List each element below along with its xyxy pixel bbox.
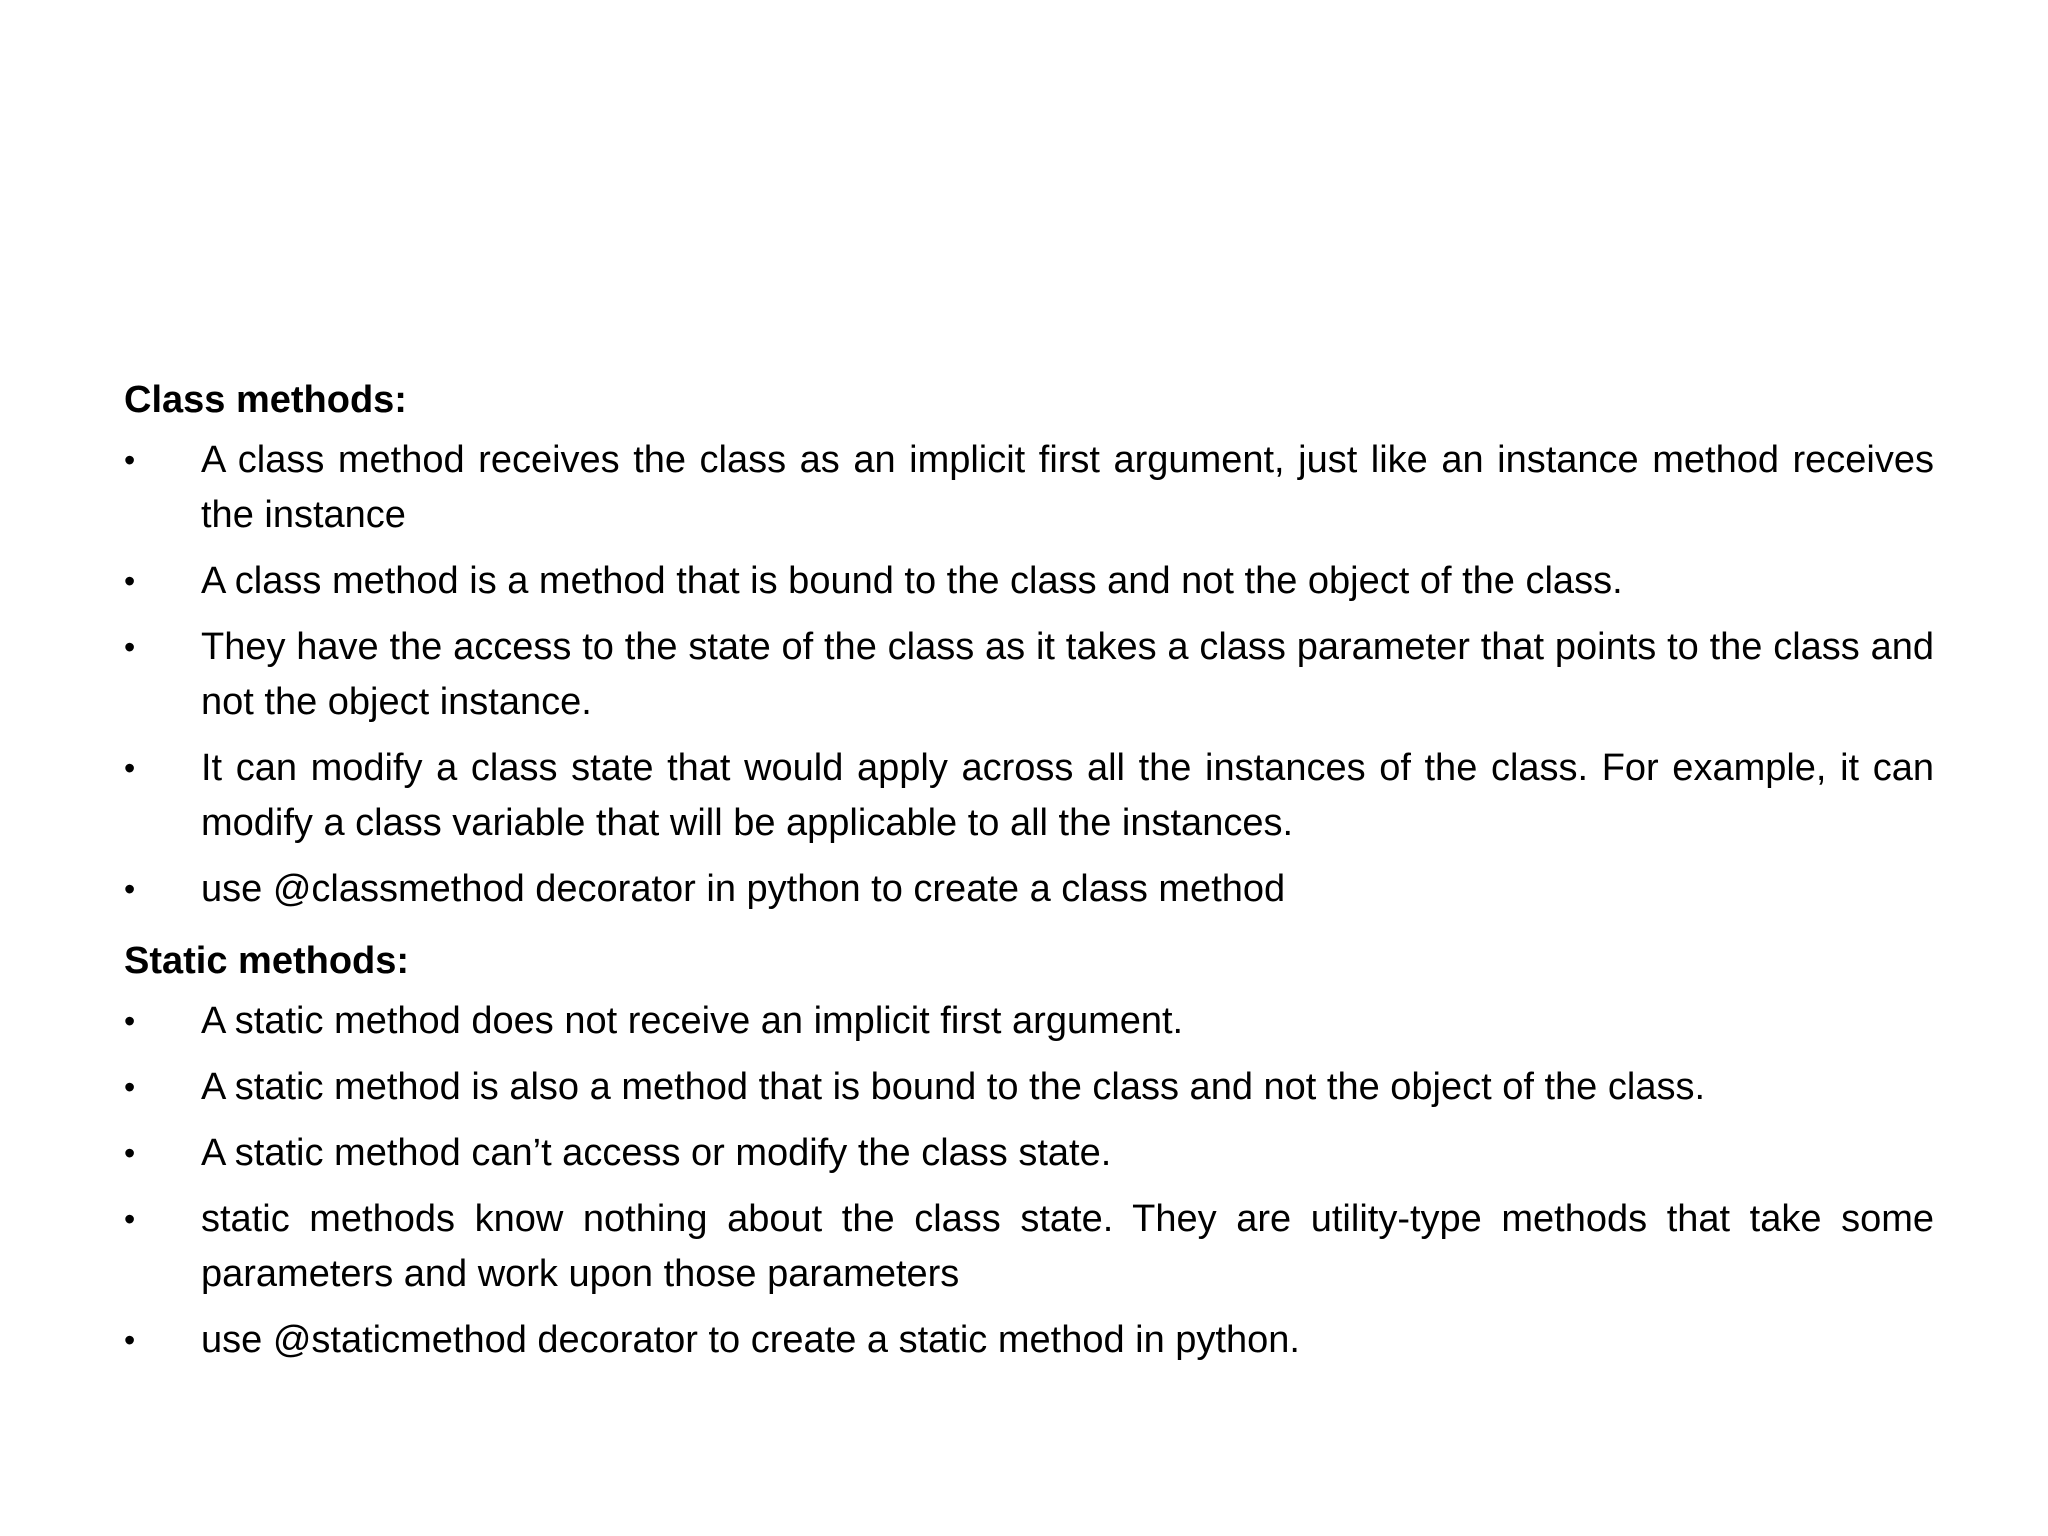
bullet-icon: • [124, 1201, 136, 1237]
class-methods-list [124, 433, 1934, 917]
list-item [124, 554, 1934, 609]
bullet-icon: • [124, 563, 136, 599]
bullet-text: A static method can’t access or modify the class state. [201, 1132, 1112, 1174]
bullet-text: static methods know nothing about the class state. They are utility-type methods that take some parameters and work upon those parameters [201, 1198, 1934, 1295]
bullet-icon: • [124, 1003, 136, 1039]
list-item [124, 741, 1934, 851]
bullet-text: It can modify a class state that would apply across all the instances of the class. For example, it can modify a class variable that will be applicable to all the instances. [201, 747, 1934, 844]
list-item [124, 620, 1934, 730]
list-item [124, 862, 1934, 917]
bullet-icon: • [124, 750, 136, 786]
list-item [124, 994, 1934, 1049]
bullet-icon: • [124, 629, 136, 665]
static-methods-heading: Static methods: [124, 940, 410, 982]
bullet-text: A static method is also a method that is bound to the class and not the object of the class. [201, 1066, 1706, 1108]
slide-content [124, 367, 1934, 1379]
bullet-icon: • [124, 871, 136, 907]
bullet-icon: • [124, 1069, 136, 1105]
class-methods-heading: Class methods: [124, 379, 407, 421]
bullet-text: They have the access to the state of the class as it takes a class parameter that points to the class and not the object instance. [201, 626, 1934, 723]
bullet-icon: • [124, 1322, 136, 1358]
bullet-text: A class method is a method that is bound to the class and not the object of the class. [201, 560, 1623, 602]
bullet-text: use @classmethod decorator in python to create a class method [201, 868, 1286, 910]
bullet-text: A static method does not receive an implicit first argument. [201, 1000, 1184, 1042]
bullet-text: use @staticmethod decorator to create a static method in python. [201, 1319, 1300, 1361]
list-item [124, 1192, 1934, 1302]
bullet-icon: • [124, 442, 136, 478]
bullet-text: A class method receives the class as an implicit first argument, just like an instance method receives the instance [201, 439, 1934, 536]
list-item [124, 1126, 1934, 1181]
list-item [124, 433, 1934, 543]
bullet-icon: • [124, 1135, 136, 1171]
list-item [124, 1060, 1934, 1115]
static-methods-list [124, 994, 1934, 1368]
list-item [124, 1313, 1934, 1368]
